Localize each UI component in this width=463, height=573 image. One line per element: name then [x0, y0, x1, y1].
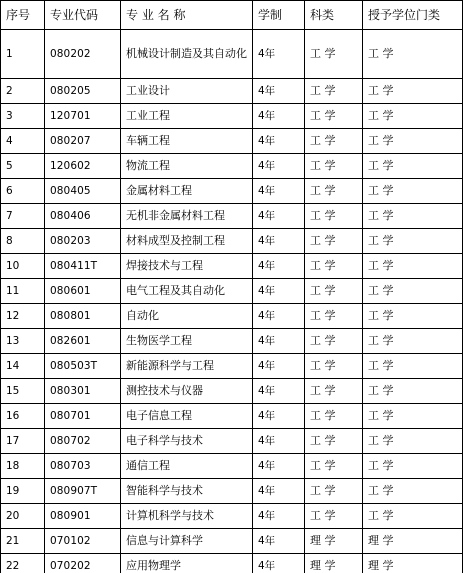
cell-degree: 理 学 [363, 529, 463, 554]
header-duration: 学制 [253, 1, 305, 30]
table-row [1, 179, 463, 204]
cell-duration: 4年 [253, 554, 305, 573]
cell-code: 080205 [45, 79, 121, 104]
cell-duration: 4年 [253, 504, 305, 529]
table-row [1, 104, 463, 129]
cell-code: 070202 [45, 554, 121, 573]
cell-degree: 工 学 [363, 304, 463, 329]
cell-duration: 4年 [253, 529, 305, 554]
cell-duration: 4年 [253, 479, 305, 504]
cell-degree: 工 学 [363, 154, 463, 179]
cell-seq: 22 [1, 554, 45, 573]
cell-seq: 11 [1, 279, 45, 304]
cell-seq: 18 [1, 454, 45, 479]
cell-code: 120701 [45, 104, 121, 129]
table-row [1, 304, 463, 329]
cell-seq: 16 [1, 404, 45, 429]
cell-category: 工 学 [305, 404, 363, 429]
cell-major-name: 工业设计 [121, 79, 253, 104]
cell-category: 工 学 [305, 279, 363, 304]
cell-seq: 20 [1, 504, 45, 529]
cell-code: 080701 [45, 404, 121, 429]
cell-duration: 4年 [253, 404, 305, 429]
cell-code: 080801 [45, 304, 121, 329]
cell-major-name: 焊接技术与工程 [121, 254, 253, 279]
cell-major-name: 机械设计制造及其自动化 [121, 30, 253, 79]
cell-code: 070102 [45, 529, 121, 554]
cell-duration: 4年 [253, 379, 305, 404]
cell-major-name: 通信工程 [121, 454, 253, 479]
cell-degree: 工 学 [363, 454, 463, 479]
cell-duration: 4年 [253, 304, 305, 329]
cell-degree: 工 学 [363, 229, 463, 254]
cell-degree: 工 学 [363, 204, 463, 229]
cell-duration: 4年 [253, 204, 305, 229]
cell-category: 工 学 [305, 204, 363, 229]
cell-category: 工 学 [305, 454, 363, 479]
cell-category: 工 学 [305, 479, 363, 504]
cell-category: 工 学 [305, 30, 363, 79]
cell-seq: 5 [1, 154, 45, 179]
cell-degree: 工 学 [363, 279, 463, 304]
cell-duration: 4年 [253, 30, 305, 79]
cell-seq: 19 [1, 479, 45, 504]
cell-degree: 工 学 [363, 179, 463, 204]
table-row [1, 504, 463, 529]
cell-category: 工 学 [305, 79, 363, 104]
cell-seq: 2 [1, 79, 45, 104]
cell-seq: 17 [1, 429, 45, 454]
cell-degree: 工 学 [363, 254, 463, 279]
cell-degree: 工 学 [363, 429, 463, 454]
cell-major-name: 自动化 [121, 304, 253, 329]
cell-seq: 13 [1, 329, 45, 354]
table-row [1, 529, 463, 554]
cell-category: 工 学 [305, 104, 363, 129]
cell-major-name: 信息与计算科学 [121, 529, 253, 554]
cell-degree: 工 学 [363, 329, 463, 354]
cell-duration: 4年 [253, 229, 305, 254]
table-row [1, 129, 463, 154]
cell-code: 080207 [45, 129, 121, 154]
cell-code: 120602 [45, 154, 121, 179]
cell-major-name: 金属材料工程 [121, 179, 253, 204]
cell-category: 理 学 [305, 554, 363, 573]
cell-code: 080702 [45, 429, 121, 454]
table-row [1, 554, 463, 573]
cell-category: 工 学 [305, 229, 363, 254]
cell-degree: 工 学 [363, 104, 463, 129]
cell-major-name: 生物医学工程 [121, 329, 253, 354]
cell-category: 工 学 [305, 179, 363, 204]
cell-duration: 4年 [253, 179, 305, 204]
cell-seq: 3 [1, 104, 45, 129]
table-header [1, 1, 463, 30]
cell-code: 080503T [45, 354, 121, 379]
header-category: 科类 [305, 1, 363, 30]
cell-degree: 工 学 [363, 354, 463, 379]
cell-code: 080202 [45, 30, 121, 79]
cell-seq: 8 [1, 229, 45, 254]
cell-major-name: 新能源科学与工程 [121, 354, 253, 379]
cell-category: 工 学 [305, 329, 363, 354]
cell-code: 080601 [45, 279, 121, 304]
cell-major-name: 车辆工程 [121, 129, 253, 154]
table-row [1, 354, 463, 379]
cell-category: 工 学 [305, 129, 363, 154]
cell-major-name: 计算机科学与技术 [121, 504, 253, 529]
cell-major-name: 物流工程 [121, 154, 253, 179]
header-major-name: 专 业 名 称 [121, 1, 253, 30]
cell-duration: 4年 [253, 154, 305, 179]
cell-seq: 12 [1, 304, 45, 329]
table-row [1, 79, 463, 104]
cell-category: 工 学 [305, 379, 363, 404]
cell-major-name: 工业工程 [121, 104, 253, 129]
cell-major-name: 智能科学与技术 [121, 479, 253, 504]
cell-duration: 4年 [253, 279, 305, 304]
table-row [1, 404, 463, 429]
cell-major-name: 电气工程及其自动化 [121, 279, 253, 304]
cell-seq: 7 [1, 204, 45, 229]
table-row [1, 254, 463, 279]
cell-duration: 4年 [253, 104, 305, 129]
cell-category: 工 学 [305, 304, 363, 329]
cell-code: 080301 [45, 379, 121, 404]
cell-seq: 1 [1, 30, 45, 79]
cell-degree: 工 学 [363, 379, 463, 404]
cell-code: 080203 [45, 229, 121, 254]
cell-duration: 4年 [253, 129, 305, 154]
cell-category: 工 学 [305, 504, 363, 529]
cell-category: 工 学 [305, 254, 363, 279]
cell-duration: 4年 [253, 79, 305, 104]
cell-major-name: 无机非金属材料工程 [121, 204, 253, 229]
cell-degree: 工 学 [363, 479, 463, 504]
table-row [1, 379, 463, 404]
cell-major-name: 电子科学与技术 [121, 429, 253, 454]
cell-duration: 4年 [253, 429, 305, 454]
cell-duration: 4年 [253, 329, 305, 354]
cell-seq: 4 [1, 129, 45, 154]
cell-seq: 21 [1, 529, 45, 554]
cell-category: 工 学 [305, 354, 363, 379]
header-degree: 授予学位门类 [363, 1, 463, 30]
cell-code: 080411T [45, 254, 121, 279]
cell-degree: 工 学 [363, 129, 463, 154]
cell-major-name: 电子信息工程 [121, 404, 253, 429]
cell-duration: 4年 [253, 254, 305, 279]
cell-seq: 6 [1, 179, 45, 204]
table-row [1, 454, 463, 479]
table-body [1, 30, 463, 573]
cell-degree: 工 学 [363, 79, 463, 104]
cell-code: 082601 [45, 329, 121, 354]
header-seq: 序号 [1, 1, 45, 30]
table-row [1, 229, 463, 254]
cell-duration: 4年 [253, 354, 305, 379]
cell-category: 理 学 [305, 529, 363, 554]
table-row [1, 30, 463, 79]
cell-category: 工 学 [305, 154, 363, 179]
table-row [1, 279, 463, 304]
cell-degree: 工 学 [363, 404, 463, 429]
cell-major-name: 应用物理学 [121, 554, 253, 573]
cell-degree: 理 学 [363, 554, 463, 573]
cell-code: 080901 [45, 504, 121, 529]
table-row [1, 479, 463, 504]
cell-code: 080907T [45, 479, 121, 504]
header-code: 专业代码 [45, 1, 121, 30]
cell-duration: 4年 [253, 454, 305, 479]
cell-seq: 14 [1, 354, 45, 379]
cell-code: 080406 [45, 204, 121, 229]
cell-code: 080703 [45, 454, 121, 479]
cell-degree: 工 学 [363, 504, 463, 529]
table-row [1, 204, 463, 229]
cell-category: 工 学 [305, 429, 363, 454]
cell-degree: 工 学 [363, 30, 463, 79]
header-row [1, 1, 463, 30]
cell-major-name: 测控技术与仪器 [121, 379, 253, 404]
cell-major-name: 材料成型及控制工程 [121, 229, 253, 254]
cell-seq: 15 [1, 379, 45, 404]
table-row [1, 429, 463, 454]
cell-code: 080405 [45, 179, 121, 204]
cell-seq: 10 [1, 254, 45, 279]
table-row [1, 154, 463, 179]
table-row [1, 329, 463, 354]
